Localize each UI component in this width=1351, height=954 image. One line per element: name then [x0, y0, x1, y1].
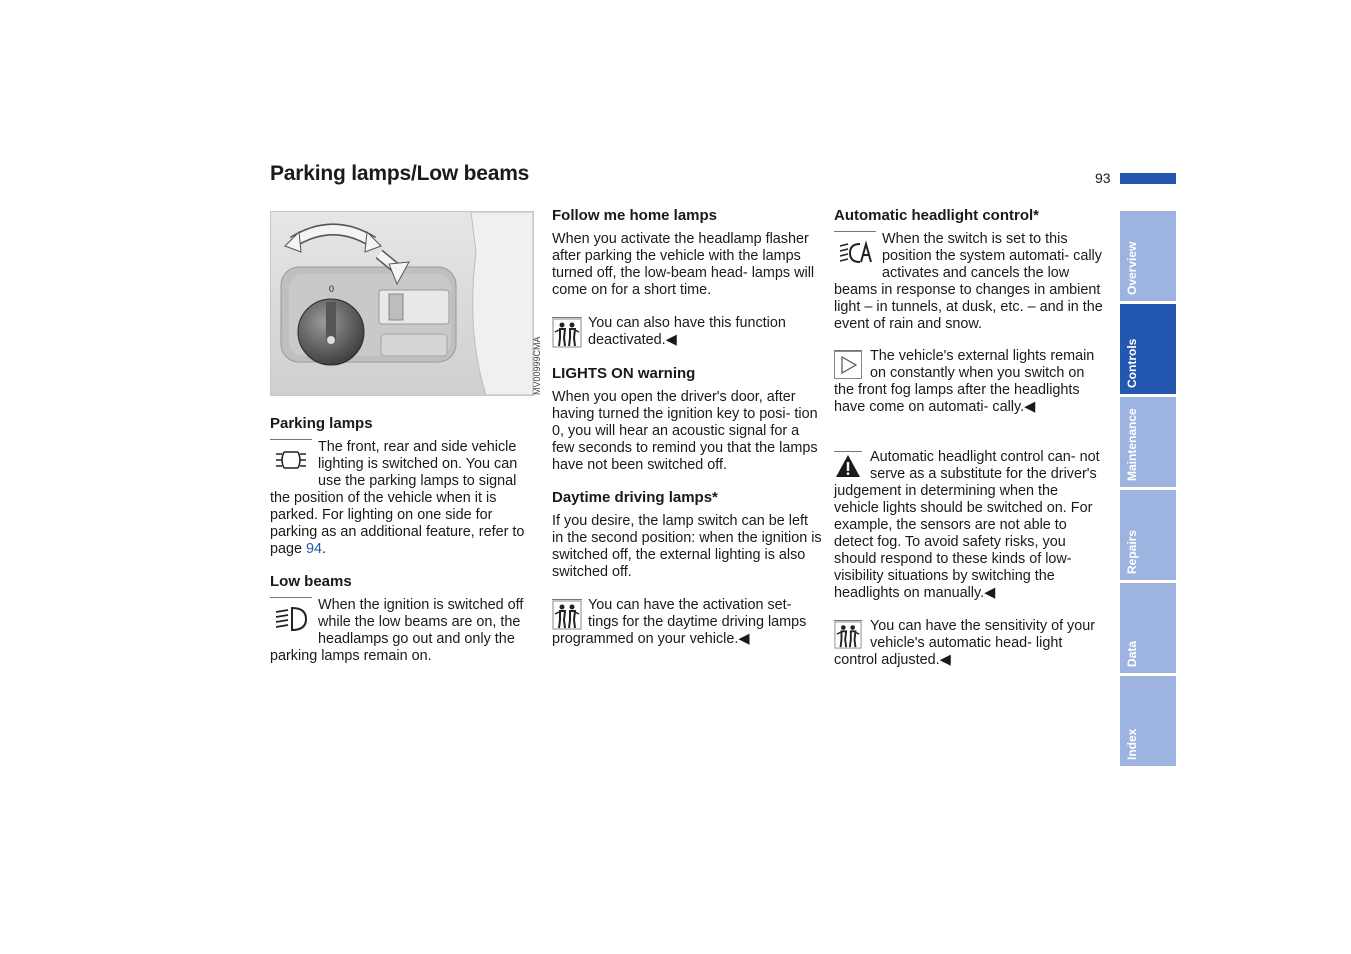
low-beam-icon [270, 597, 312, 638]
follow-me-home-note [552, 315, 822, 349]
figure-code: MV00999CMA [532, 336, 542, 395]
page-title: Parking lamps/Low beams [270, 162, 530, 185]
page-number-bar [1120, 173, 1176, 184]
heading-parking-lamps: Parking lamps [270, 415, 373, 432]
tab-overview[interactable] [1120, 211, 1176, 301]
section-follow-me-home [552, 207, 822, 349]
section-parking-lamps [270, 415, 540, 558]
dial-mark-zero: 0 [329, 284, 335, 294]
service-workshop-icon [552, 317, 582, 348]
tab-data[interactable] [1120, 583, 1176, 673]
heading-lights-on-warning: LIGHTS ON warning [552, 365, 696, 382]
daytime-driving-lamps-text: If you desire, the lamp switch can be left in the second position: when the ignition is switched off, the external lighting is also switched off. [552, 513, 822, 580]
tab-index[interactable] [1120, 676, 1176, 766]
note-triangle-icon [834, 350, 862, 379]
tab-maintenance-label: Maintenance [1125, 408, 1139, 481]
parking-lamp-icon [270, 439, 312, 480]
light-switch-figure [270, 211, 534, 396]
section-daytime-driving-lamps [552, 489, 822, 648]
note-fog-lamps-text: The vehicle's external lights remain on constantly when you switch on the front fog lamps after the headlights have come on automati- cally.◀ [834, 348, 1095, 415]
service-workshop-icon [834, 620, 862, 649]
daytime-driving-lamps-note [552, 597, 822, 648]
light-switch-illustration [271, 212, 533, 395]
warning-automatic-headlight-text: Automatic headlight control can- not serve as a substitute for the driver's judgement in determining when the vehicle lights should be switched on. For example, the sensors are not able to detect fog. To avoid safety risks, you should respond to these kinds of low-visibility situations by switching the headlights on manually.◀ [834, 449, 1100, 601]
tab-controls-label: Controls [1125, 338, 1139, 388]
heading-automatic-headlight-control: Automatic headlight control* [834, 207, 1040, 224]
note-sensitivity-text: You can have the sensitivity of your vehicle's automatic head- light control adjusted.◀ [834, 618, 1096, 668]
parking-lamps-text: The front, rear and side vehicle lighting is switched on. You can use the parking lamps to signal the position of the vehicle when it is parked. For lighting on one side for parking as an additional feature, refer to page 94. [270, 439, 525, 557]
automatic-headlight-control-text: When the switch is set to this position the system automati- cally activates and cancels the low beams in response to changes in ambient light – in tunnels, at dusk, etc. – and in the event of rain and snow. [834, 231, 1103, 332]
follow-me-home-note-text: You can also have this function deactivated.◀ [588, 315, 786, 348]
tab-repairs-label: Repairs [1125, 529, 1139, 574]
low-beams-text: When the ignition is switched off while the low beams are on, the headlamps go out and only the parking lamps remain on. [270, 597, 524, 664]
service-workshop-icon [552, 599, 582, 630]
tab-maintenance[interactable] [1120, 397, 1176, 487]
auto-headlight-icon [834, 231, 876, 272]
warning-automatic-headlight [834, 449, 1104, 602]
section-tabs [1120, 211, 1176, 769]
note-fog-lamps [834, 348, 1104, 416]
tab-overview-label: Overview [1125, 241, 1139, 295]
section-lights-on-warning [552, 365, 822, 474]
heading-follow-me-home: Follow me home lamps [552, 207, 718, 224]
note-sensitivity [834, 618, 1104, 669]
page-number: 93 [1095, 170, 1111, 186]
heading-daytime-driving-lamps: Daytime driving lamps* [552, 489, 718, 506]
page-link-94[interactable]: 94 [306, 541, 323, 557]
tab-controls[interactable] [1120, 304, 1176, 394]
heading-low-beams: Low beams [270, 573, 352, 590]
daytime-driving-lamps-note-text: You can have the activation set- tings for the daytime driving lamps programmed on your vehicle.◀ [552, 597, 807, 647]
section-low-beams [270, 573, 540, 665]
tab-index-label: Index [1125, 728, 1139, 760]
tab-data-label: Data [1125, 640, 1139, 667]
lights-on-warning-text: When you open the driver's door, after having turned the ignition key to posi- tion 0, you will hear an acoustic signal for a few seconds to remind you that the lamps have not been switched off. [552, 389, 818, 473]
tab-repairs[interactable] [1120, 490, 1176, 580]
warning-icon [834, 451, 862, 480]
follow-me-home-text: When you activate the headlamp flasher after parking the vehicle with the lamps turned off, the low-beam head- lamps will come on for a short time. [552, 231, 815, 298]
section-automatic-headlight-control [834, 207, 1104, 333]
